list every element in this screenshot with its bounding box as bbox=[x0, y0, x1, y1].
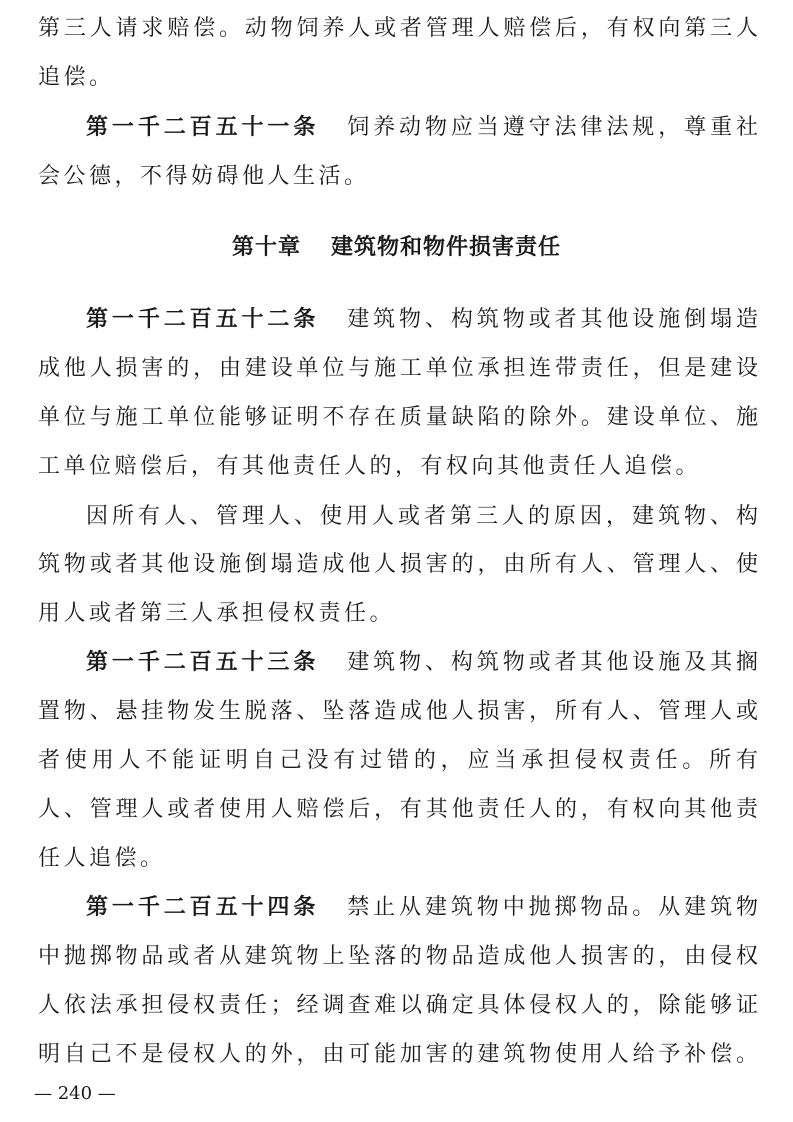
text-line: 工单位赔偿后，有其他责任人的，有权向其他责任人追偿。 bbox=[38, 454, 702, 479]
article-text: 禁止从建筑物中抛掷物品。从建筑物 bbox=[343, 895, 758, 920]
text-line: 成他人损害的，由建设单位与施工单位承担连带责任，但是建设 bbox=[38, 356, 758, 381]
text-line: 中抛掷物品或者从建筑物上坠落的物品造成他人损害的，由侵权 bbox=[38, 944, 758, 969]
text-line: 追偿。 bbox=[38, 65, 115, 90]
text-line: 会公德，不得妨碍他人生活。 bbox=[38, 164, 370, 189]
article-number: 第一千二百五十二条 bbox=[86, 307, 320, 332]
article-text: 饲养动物应当遵守法律法规，尊重社 bbox=[343, 115, 758, 140]
article-number: 第一千二百五十三条 bbox=[86, 650, 320, 675]
article-1252-first-line bbox=[86, 305, 758, 335]
text-line: 第三人请求赔偿。动物饲养人或者管理人赔偿后，有权向第三人 bbox=[38, 16, 758, 41]
article-number: 第一千二百五十四条 bbox=[86, 895, 320, 920]
text-line: 明自己不是侵权人的外，由可能加害的建筑物使用人给予补偿。 bbox=[38, 1042, 758, 1067]
text-line: 因所有人、管理人、使用人或者第三人的原因，建筑物、构 bbox=[86, 504, 758, 529]
article-number: 第一千二百五十一条 bbox=[86, 115, 320, 140]
text-line: 人依法承担侵权责任；经调查难以确定具体侵权人的，除能够证 bbox=[38, 993, 758, 1018]
text-line: 置物、悬挂物发生脱落、坠落造成他人损害，所有人、管理人或 bbox=[38, 699, 758, 724]
article-text: 建筑物、构筑物或者其他设施倒塌造 bbox=[343, 307, 758, 332]
text-line: 人、管理人或者使用人赔偿后，有其他责任人的，有权向其他责 bbox=[38, 797, 758, 822]
article-1251-first-line bbox=[86, 113, 758, 143]
chapter-number: 第十章 bbox=[231, 235, 301, 260]
text-line: 单位与施工单位能够证明不存在质量缺陷的除外。建设单位、施 bbox=[38, 405, 758, 430]
chapter-title: 建筑物和物件损害责任 bbox=[331, 235, 562, 260]
article-1254-first-line bbox=[86, 893, 758, 923]
text-line: 任人追偿。 bbox=[38, 846, 166, 871]
article-text: 建筑物、构筑物或者其他设施及其搁 bbox=[343, 650, 758, 675]
article-1253-first-line bbox=[86, 648, 758, 678]
text-line: 用人或者第三人承担侵权责任。 bbox=[38, 601, 396, 626]
chapter-heading bbox=[0, 232, 793, 264]
text-line: 者使用人不能证明自己没有过错的，应当承担侵权责任。所有 bbox=[38, 748, 758, 773]
text-line: 筑物或者其他设施倒塌造成他人损害的，由所有人、管理人、使 bbox=[38, 552, 758, 577]
page-number: — 240 — bbox=[34, 1083, 116, 1104]
